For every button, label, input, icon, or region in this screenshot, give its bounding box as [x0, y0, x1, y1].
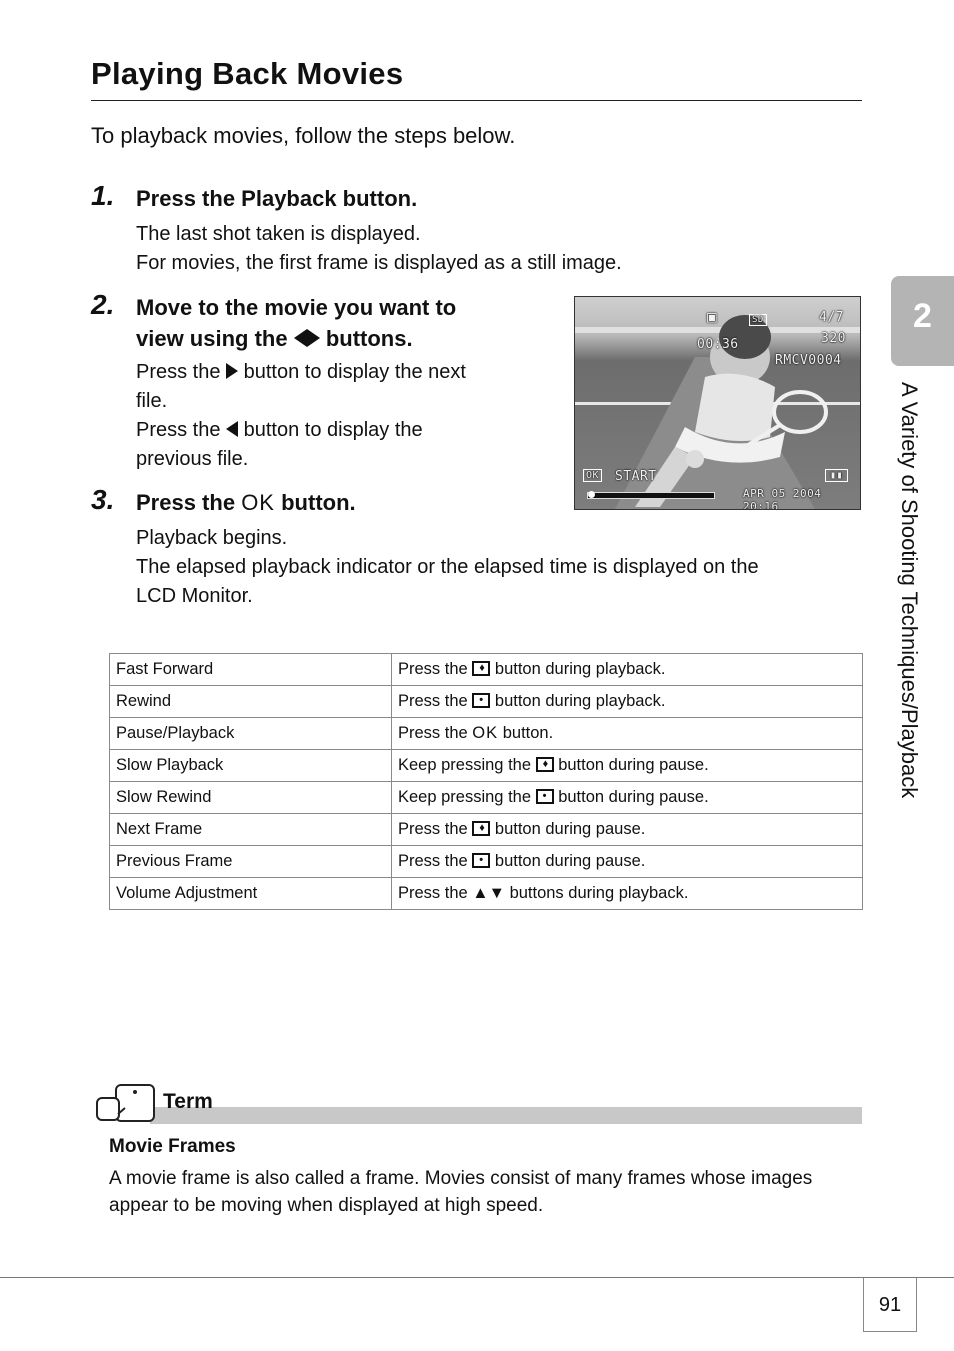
table-row [110, 686, 863, 718]
chapter-number: 2 [913, 297, 932, 335]
step-2-title-text: buttons. [325, 326, 413, 351]
page-number: 91 [878, 1294, 902, 1316]
instruction-text: Press the [398, 692, 468, 711]
up-down-arrows-icon: ▲▼ [472, 884, 505, 903]
instruction-text: button during playback. [494, 660, 666, 679]
instruction-cell [392, 814, 863, 846]
table-row [110, 782, 863, 814]
action-cell: Volume Adjustment [110, 878, 392, 910]
step-3-body-line: Playback begins. [136, 527, 288, 549]
step-2-number: 2. [91, 289, 115, 320]
step-1-title: Press the Playback button. [136, 186, 418, 211]
step-2-body-text: button to display the [243, 419, 423, 441]
term-label: Term [163, 1090, 213, 1113]
instruction-text: Keep pressing the [398, 788, 532, 807]
step-3-body-line: LCD Monitor. [136, 585, 253, 607]
instruction-text: button during pause. [558, 756, 709, 775]
step-2-body-line [136, 416, 466, 445]
playback-progress-handle [588, 491, 595, 498]
file-name: RMCV0004 [775, 353, 842, 368]
playback-progress-bar [587, 492, 715, 499]
table-body [110, 654, 863, 910]
action-cell: Slow Rewind [110, 782, 392, 814]
zoom-tele-icon: ♦ [536, 757, 554, 772]
instruction-cell [392, 846, 863, 878]
step-2-title-line: Move to the movie you want to [136, 295, 457, 320]
step-3-body-line: The elapsed playback indicator or the elapsed time is displayed on the [136, 556, 759, 578]
action-cell: Previous Frame [110, 846, 392, 878]
instruction-cell [392, 654, 863, 686]
start-label: START [615, 469, 657, 484]
term-heading: Movie Frames [109, 1136, 236, 1157]
table-row [110, 878, 863, 910]
playback-operations-table [109, 653, 863, 910]
step-2-title [136, 292, 456, 354]
resolution: 320 [821, 331, 846, 346]
table-row [110, 654, 863, 686]
step-1-body [136, 220, 622, 278]
step-3-title-text: Press the [136, 490, 236, 515]
step-2-body-text: Press the [136, 361, 221, 383]
step-2-body-text: button to display the next [243, 361, 466, 383]
instruction-text: button during playback. [494, 692, 666, 711]
action-cell: Pause/Playback [110, 718, 392, 750]
term-note-icon [95, 1084, 157, 1124]
instruction-cell [392, 878, 863, 910]
date-stamp: APR 05 2004 20:16 [743, 487, 822, 510]
ok-icon: OK [241, 490, 275, 515]
step-2-body-line: previous file. [136, 448, 249, 470]
step-2-body-text: Press the [136, 419, 221, 441]
zoom-tele-icon: ♦ [472, 821, 490, 836]
chapter-title: A Variety of Shooting Techniques/Playback [897, 382, 922, 799]
step-2-body-line [136, 358, 466, 387]
right-arrow-icon [226, 363, 238, 379]
instruction-text: button. [502, 724, 554, 743]
page-title: Playing Back Movies [91, 56, 404, 91]
table-row [110, 750, 863, 782]
instruction-cell [392, 750, 863, 782]
term-header-bar [150, 1107, 862, 1124]
action-cell: Next Frame [110, 814, 392, 846]
action-cell: Slow Playback [110, 750, 392, 782]
ok-icon: OK [472, 724, 499, 743]
term-body: A movie frame is also called a frame. Movies consist of many frames whose images appear to be moving when displayed at high speed. [109, 1168, 813, 1216]
zoom-wide-icon: • [472, 853, 490, 868]
instruction-text: Press the [398, 884, 468, 903]
table-row [110, 718, 863, 750]
step-1-body-line: The last shot taken is displayed. [136, 223, 421, 245]
step-3-title-text: button. [281, 490, 356, 515]
instruction-text: Keep pressing the [398, 756, 532, 775]
zoom-tele-icon: ♦ [472, 661, 490, 676]
step-2-body [136, 358, 466, 474]
battery-icon: ▮▮ [825, 469, 848, 482]
instruction-cell [392, 718, 863, 750]
zoom-wide-icon: • [472, 693, 490, 708]
instruction-cell [392, 686, 863, 718]
instruction-text: button during pause. [558, 788, 709, 807]
step-1-body-line: For movies, the first frame is displayed as a still image. [136, 252, 622, 274]
intro-text: To playback movies, follow the steps below. [91, 123, 516, 148]
instruction-text: Press the [398, 852, 468, 871]
instruction-text: Press the [398, 660, 468, 679]
table-row [110, 846, 863, 878]
action-cell: Rewind [110, 686, 392, 718]
step-2-title-text: view using the [136, 326, 288, 351]
instruction-text: buttons during playback. [509, 884, 689, 903]
lcd-screen-image [574, 296, 861, 510]
movie-camera-icon: ▣ [707, 307, 718, 326]
footer-divider [0, 1277, 954, 1278]
sd-card-icon: SD [749, 314, 767, 326]
step-3-number: 3. [91, 484, 115, 515]
table-row [110, 814, 863, 846]
left-arrow-icon [294, 329, 307, 347]
right-arrow-icon [307, 329, 320, 347]
action-cell: Fast Forward [110, 654, 392, 686]
left-arrow-icon [226, 421, 238, 437]
instruction-text: button during pause. [494, 820, 646, 839]
step-3-title [136, 487, 356, 518]
step-2-body-line: file. [136, 390, 168, 412]
step-3-body [136, 524, 759, 611]
instruction-text: button during pause. [494, 852, 646, 871]
zoom-wide-icon: • [536, 789, 554, 804]
instruction-cell [392, 782, 863, 814]
instruction-text: Press the [398, 724, 468, 743]
step-1-number: 1. [91, 180, 115, 211]
instruction-text: Press the [398, 820, 468, 839]
elapsed-time: 00:36 [697, 337, 739, 352]
frame-count: 4/7 [819, 310, 844, 325]
ok-button-icon: OK [583, 469, 602, 482]
step-2-title-line [136, 323, 456, 354]
title-divider [91, 100, 862, 101]
